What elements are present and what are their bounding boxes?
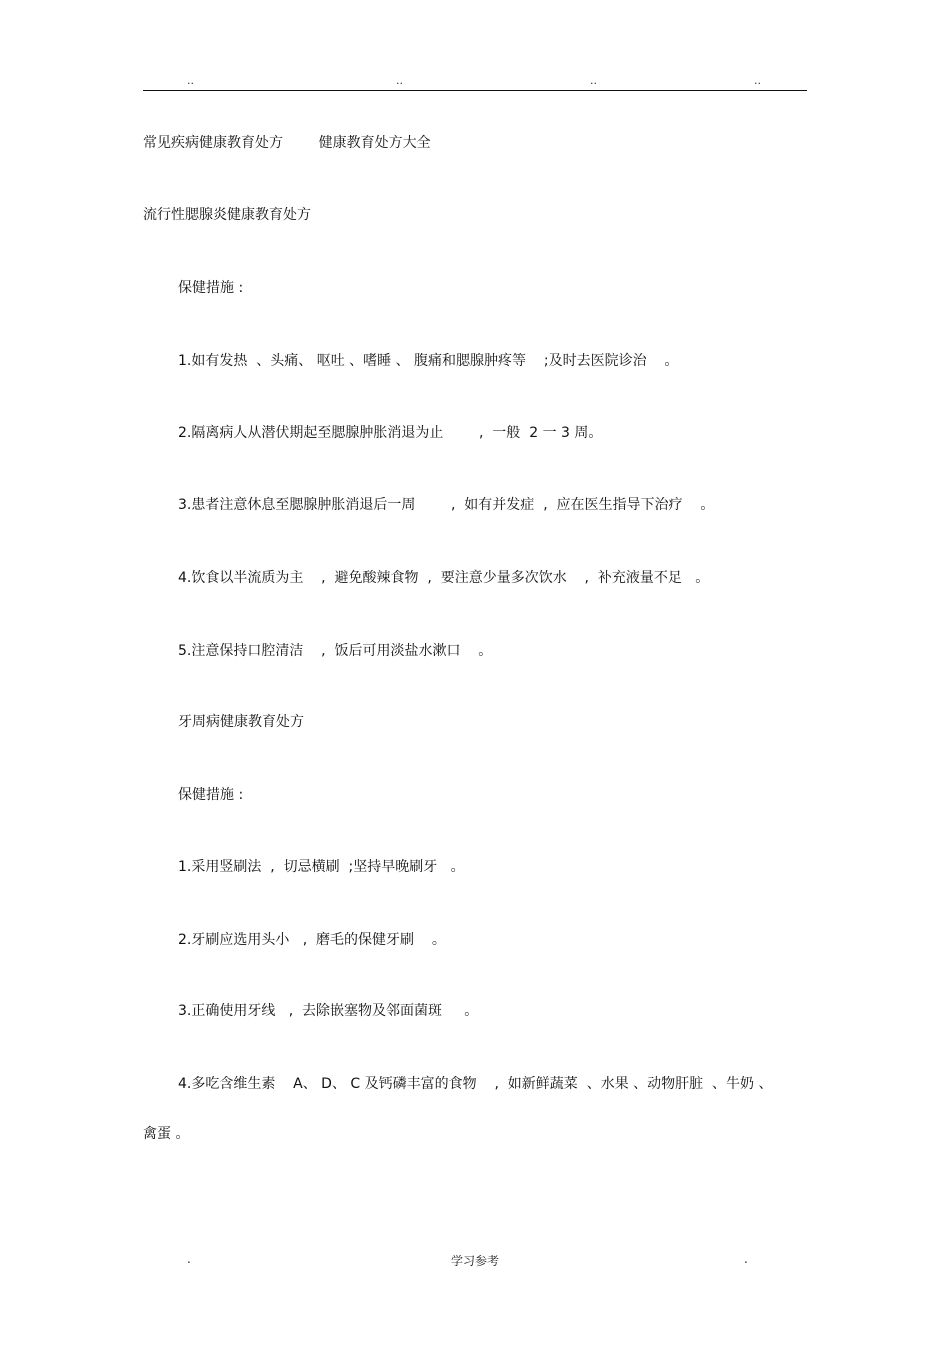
section-title-mumps: 流行性腮腺炎健康教育处方	[143, 207, 311, 223]
header-mark-2: ..	[396, 74, 403, 87]
list-item: 5.注意保持口腔清洁 , 饭后可用淡盐水漱口 。	[178, 643, 493, 659]
section-title-periodontal: 牙周病健康教育处方	[178, 714, 304, 730]
header-rule	[143, 90, 807, 91]
document-title: 常见疾病健康教育处方 健康教育处方大全	[143, 135, 431, 151]
list-item: 4.多吃含维生素 A、 D、 C 及钙磷丰富的食物 , 如新鲜蔬菜 、水果 、动物肝脏 、牛奶 、	[178, 1076, 773, 1092]
list-item: 4.饮食以半流质为主 , 避免酸辣食物 , 要注意少量多次饮水 , 补充液量不足 。	[178, 570, 710, 586]
list-item-continuation: 禽蛋 。	[143, 1126, 190, 1142]
header-mark-1: ..	[187, 74, 194, 87]
list-item: 2.牙刷应选用头小 , 磨毛的保健牙刷 。	[178, 932, 446, 948]
header-mark-3: ..	[590, 74, 597, 87]
list-item: 2.隔离病人从潜伏期起至腮腺肿胀消退为止 , 一般 2 一 3 周。	[178, 425, 603, 441]
footer-left-mark: .	[187, 1252, 191, 1266]
footer-right-mark: .	[744, 1252, 748, 1266]
list-item: 3.正确使用牙线 , 去除嵌塞物及邻面菌斑 。	[178, 1003, 479, 1019]
list-item: 1.采用竖刷法 , 切忌横刷 ;坚持早晚刷牙 。	[178, 859, 465, 875]
section-measures-heading: 保健措施 :	[178, 280, 244, 296]
header-mark-4: ..	[754, 74, 761, 87]
footer-center-text: 学习参考	[451, 1254, 500, 1268]
section-measures-heading: 保健措施 :	[178, 787, 244, 803]
list-item: 3.患者注意休息至腮腺肿胀消退后一周 , 如有并发症 , 应在医生指导下治疗 。	[178, 497, 715, 513]
list-item: 1.如有发热 、头痛、 呕吐 、嗜睡 、 腹痛和腮腺肿疼等 ;及时去医院诊治 。	[178, 353, 679, 369]
